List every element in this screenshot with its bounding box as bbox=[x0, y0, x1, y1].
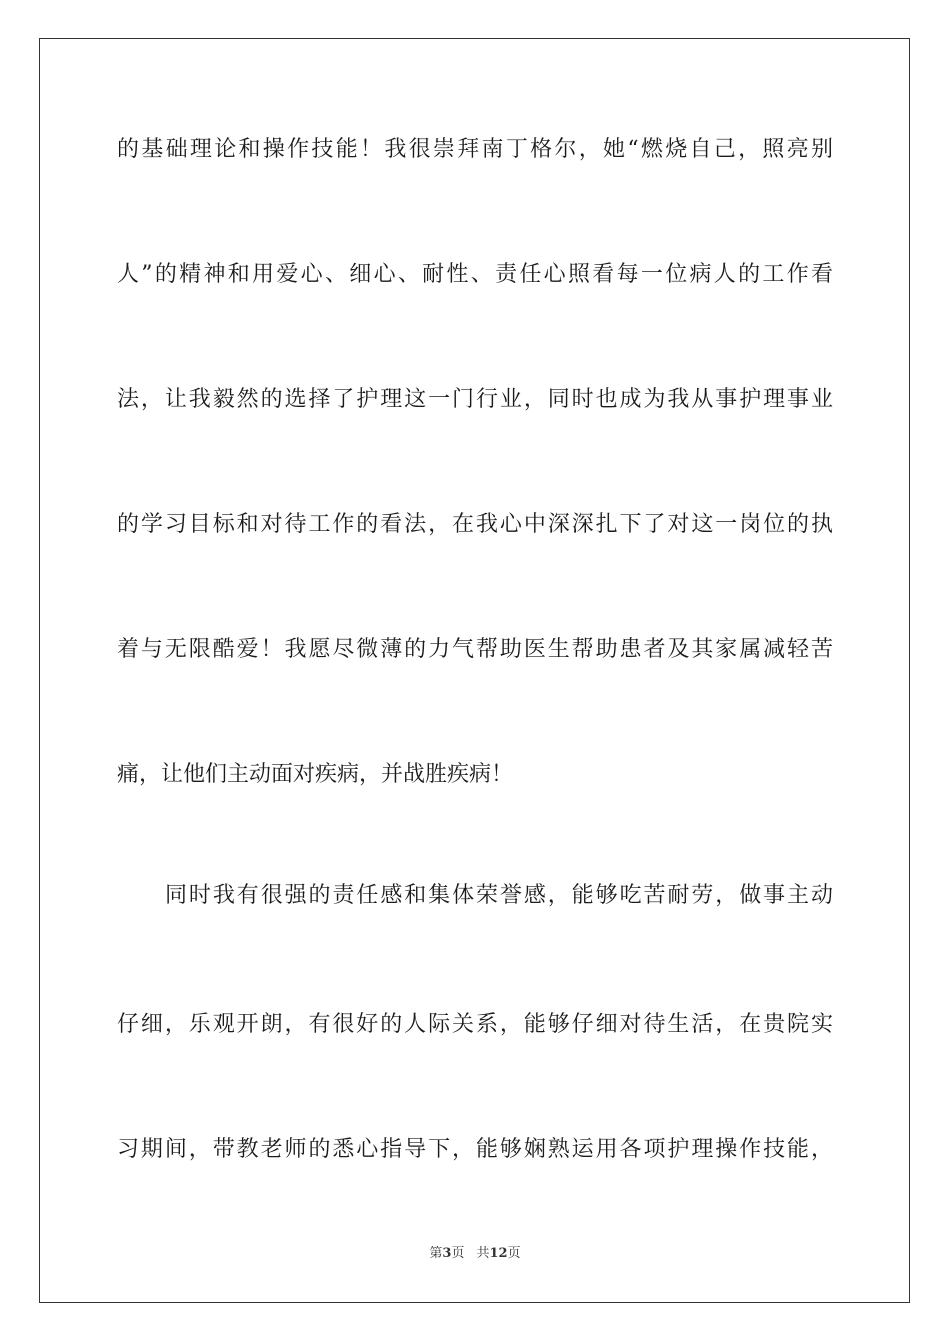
text-line: 仔细，乐观开朗，有很好的人际关系，能够仔细对待生活，在贵院实 bbox=[117, 1012, 833, 1037]
page-prefix: 第 bbox=[429, 1246, 443, 1261]
total-prefix: 共 bbox=[476, 1246, 490, 1261]
page-footer bbox=[0, 1245, 950, 1263]
text-line: 习期间，带教老师的悉心指导下，能够娴熟运用各项护理操作技能， bbox=[117, 1137, 833, 1162]
page-total: 12 bbox=[489, 1246, 508, 1261]
text-line: 法，让我毅然的选择了护理这一门行业，同时也成为我从事护理事业 bbox=[117, 387, 833, 412]
text-line: 的基础理论和操作技能！我很崇拜南丁格尔，她“燃烧自己，照亮别 bbox=[117, 137, 833, 162]
text-line: 人”的精神和用爱心、细心、耐性、责任心照看每一位病人的工作看 bbox=[117, 262, 833, 287]
text-line: 着与无限酷爱！我愿尽微薄的力气帮助医生帮助患者及其家属减轻苦 bbox=[117, 637, 833, 662]
total-suffix: 页 bbox=[507, 1246, 521, 1261]
text-line: 的学习目标和对待工作的看法，在我心中深深扎下了对这一岗位的执 bbox=[117, 512, 833, 537]
text-line: 痛，让他们主动面对疾病，并战胜疾病！ bbox=[117, 762, 514, 787]
page-border bbox=[39, 38, 910, 1303]
text-line: 同时我有很强的责任感和集体荣誉感，能够吃苦耐劳，做事主动 bbox=[165, 883, 833, 908]
page-mid: 页 bbox=[451, 1246, 465, 1261]
page-current: 3 bbox=[442, 1246, 452, 1261]
